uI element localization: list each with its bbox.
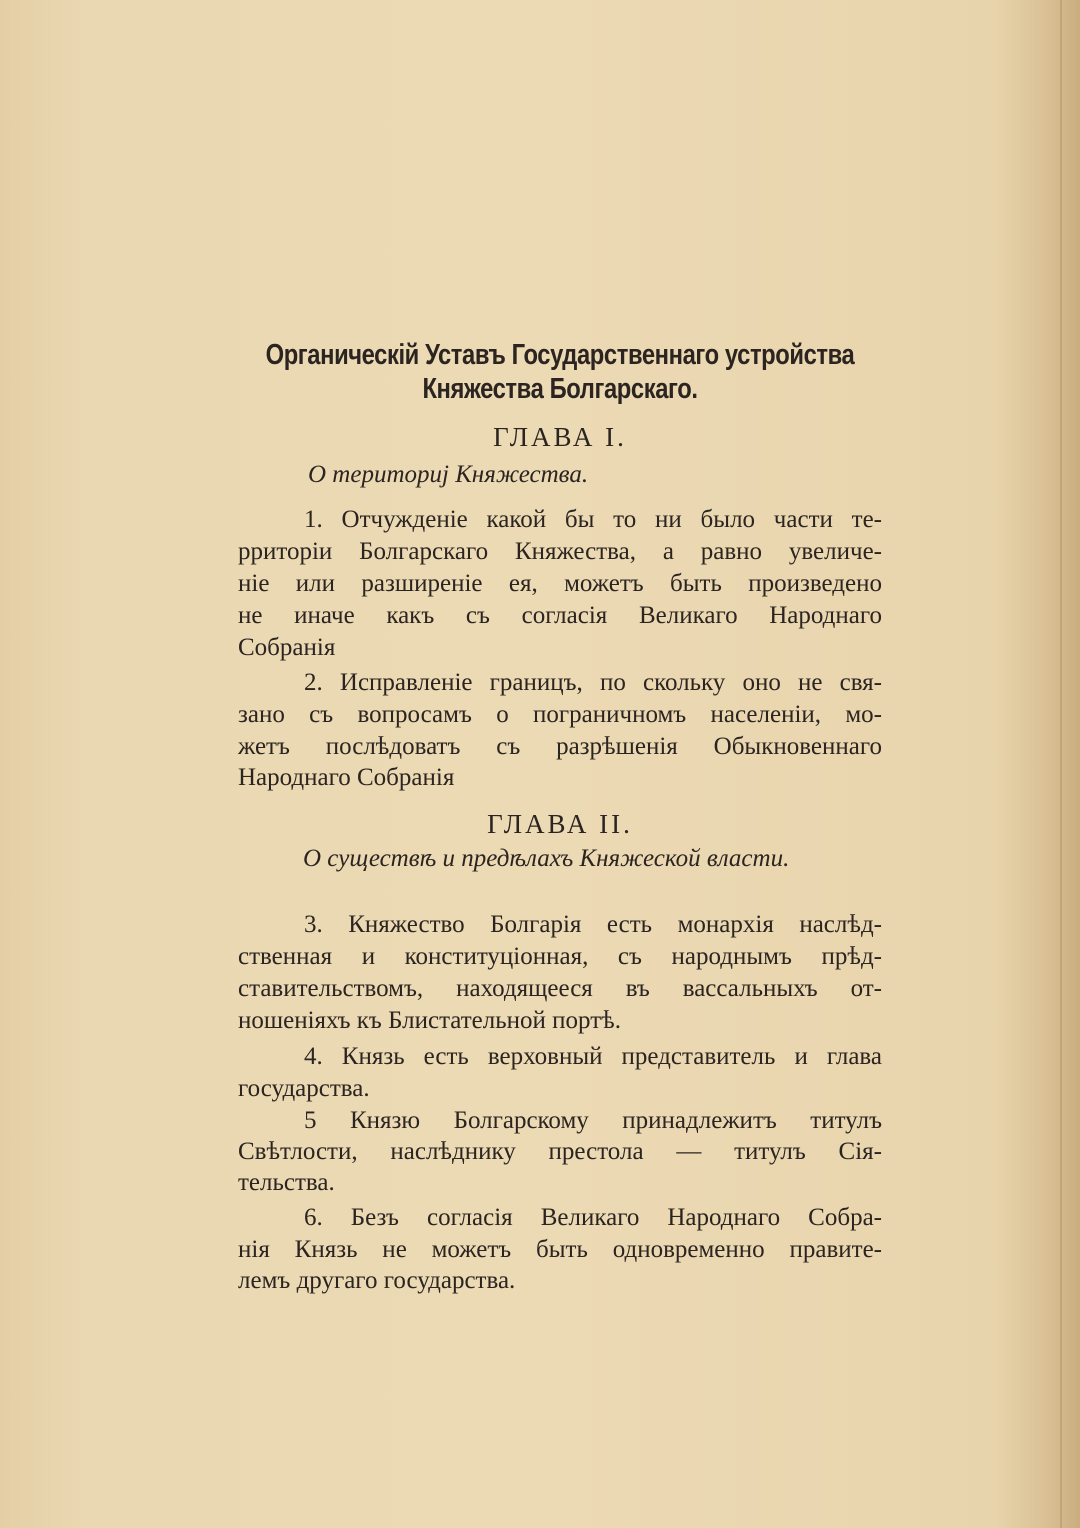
chapter-1-subtitle: О териториj Княжества. — [308, 461, 589, 488]
article-3-line: ношеніяхъ къ Блистательной портѣ. — [238, 1007, 621, 1034]
article-5-line: тельства. — [238, 1169, 335, 1196]
article-1-line: 1. Отчужденіе какой бы то ни было части те- — [304, 506, 882, 533]
article-5-line: 5 Князю Болгарскому принадлежитъ титулъ — [304, 1107, 882, 1134]
article-2-line: жетъ послѣдоватъ съ разрѣшенія Обыкновеннаго — [238, 733, 882, 760]
document-title-line-1: Органическій Уставъ Государственнаго устройства — [265, 339, 855, 371]
chapter-2-heading: ГЛАВА II. — [487, 809, 633, 839]
document-title-line-2: Княжества Болгарскаго. — [422, 373, 698, 405]
article-3-line: 3. Княжество Болгарія есть монархія наслѣд- — [304, 911, 882, 938]
article-6-line: 6. Безъ согласія Великаго Народнаго Собра- — [304, 1204, 882, 1231]
article-1-line: рриторіи Болгарскаго Княжества, а равно увеличе- — [238, 538, 882, 565]
article-2-line: зано съ вопросамъ о пограничномъ населеніи, мо- — [238, 701, 882, 728]
article-1-line: ніе или разширеніе ея, можетъ быть произведено — [238, 570, 882, 597]
article-1-line: не иначе какъ съ согласія Великаго Народнаго — [238, 602, 882, 629]
chapter-2-subtitle: О существѣ и предѣлахъ Княжеской власти. — [303, 845, 790, 872]
article-5-line: Свѣтлости, наслѣднику престола — титулъ Сія- — [238, 1138, 882, 1165]
article-6-line: нія Князь не можетъ быть одновременно правите- — [238, 1236, 882, 1263]
article-3-line: ставительствомъ, находящееся въ вассальныхъ от- — [238, 975, 882, 1002]
chapter-1-heading: ГЛАВА I. — [493, 422, 627, 452]
article-4-line: государства. — [238, 1075, 370, 1102]
article-3-line: ственная и конституціонная, съ народнымъ прѣд- — [238, 943, 882, 970]
article-6-line: лемъ другаго государства. — [238, 1267, 516, 1294]
article-2-line: 2. Исправленіе границъ, по скольку оно не свя- — [304, 669, 882, 696]
page-edge — [1060, 0, 1062, 1528]
article-4-line: 4. Князь есть верховный представитель и глава — [304, 1043, 882, 1070]
article-2-line: Народнаго Собранія — [238, 764, 455, 791]
article-1-line: Собранія — [238, 634, 336, 661]
